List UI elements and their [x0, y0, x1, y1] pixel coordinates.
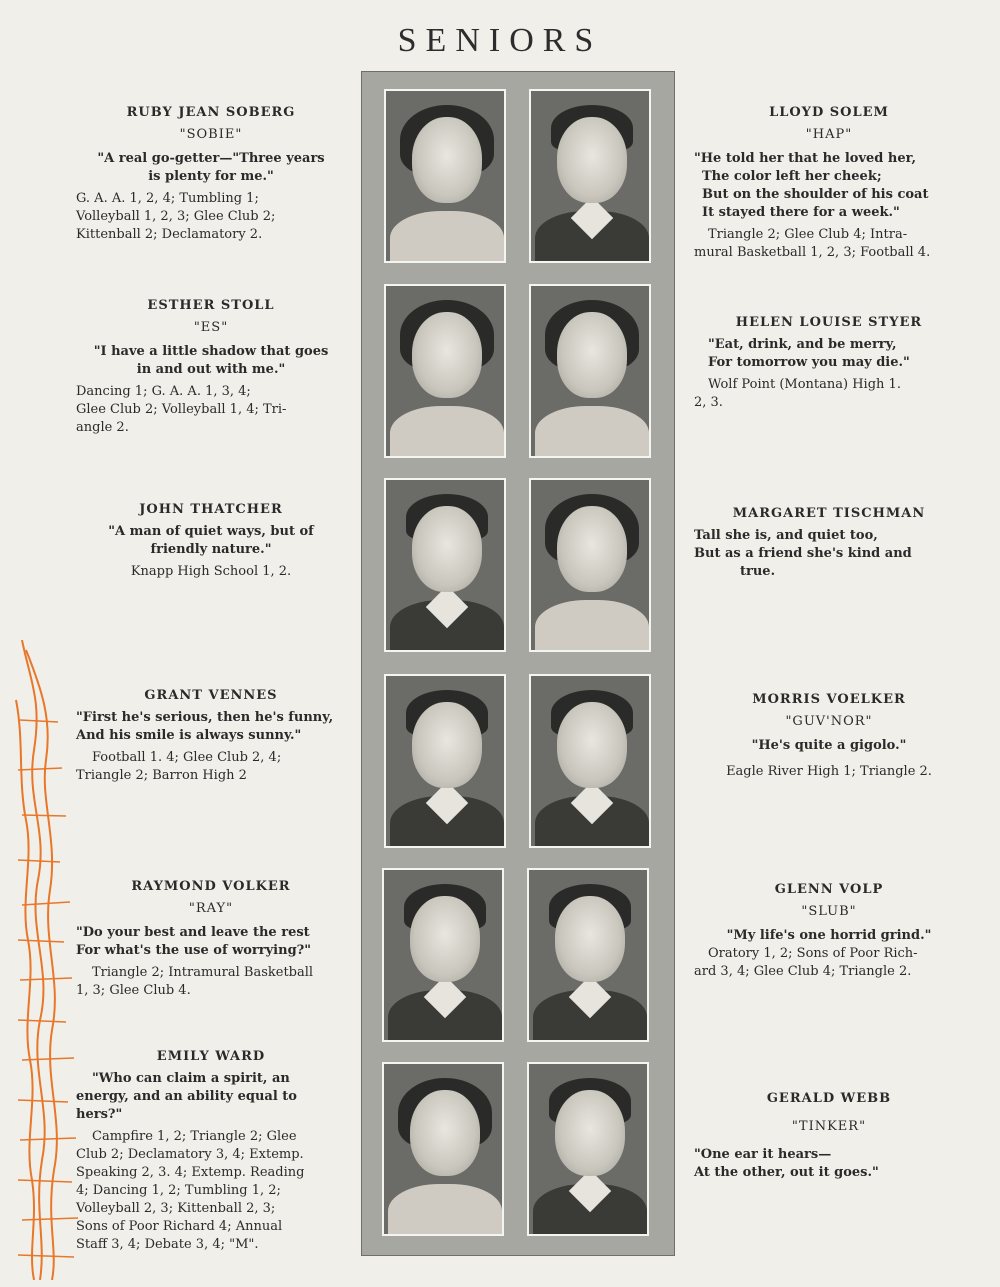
- senior-entry-soberg: [76, 104, 346, 244]
- portrait-photo: [527, 1062, 649, 1236]
- senior-quote: [76, 924, 346, 960]
- senior-quote: [76, 343, 346, 379]
- senior-name: GRANT VENNES: [144, 688, 278, 703]
- quote-line: energy, and an ability equal to: [76, 1089, 297, 1104]
- activity-line: mural Basketball 1, 2, 3; Football 4.: [694, 245, 931, 260]
- quote-line: true.: [740, 564, 776, 579]
- senior-entry-stoll: [76, 297, 346, 437]
- quote-line: "Who can claim a spirit, an: [92, 1071, 290, 1086]
- activity-line: Sons of Poor Richard 4; Annual: [76, 1219, 283, 1234]
- quote-line: At the other, out it goes.": [694, 1165, 879, 1180]
- senior-activities: [76, 964, 346, 1000]
- activity-line: Staff 3, 4; Debate 3, 4; "M".: [76, 1237, 259, 1252]
- activity-line: Oratory 1, 2; Sons of Poor Rich-: [708, 946, 918, 961]
- senior-entry-ward: [76, 1048, 346, 1254]
- quote-line: It stayed there for a week.": [702, 205, 900, 220]
- senior-entry-styer: [694, 314, 964, 412]
- senior-quote: [76, 1070, 346, 1124]
- senior-entry-solem: [694, 104, 964, 262]
- senior-activities: [76, 1128, 346, 1254]
- quote-line: The color left her cheek;: [702, 169, 882, 184]
- senior-name: RAYMOND VOLKER: [131, 879, 291, 894]
- senior-name: HELEN LOUISE STYER: [735, 315, 923, 330]
- senior-name: ESTHER STOLL: [147, 298, 275, 313]
- senior-name: GLENN VOLP: [774, 882, 884, 897]
- senior-entry-volp: [694, 881, 964, 981]
- senior-name: LLOYD SOLEM: [769, 105, 889, 120]
- quote-line: For what's the use of worrying?": [76, 943, 312, 958]
- activity-line: Campfire 1, 2; Triangle 2; Glee: [92, 1129, 297, 1144]
- senior-activities: [76, 383, 346, 437]
- portrait-photo: [382, 1062, 504, 1236]
- activity-line: angle 2.: [76, 420, 129, 435]
- portrait-photo: [382, 868, 504, 1042]
- activity-line: 4; Dancing 1, 2; Tumbling 1, 2;: [76, 1183, 281, 1198]
- portrait-photo: [529, 89, 651, 263]
- activity-line: 2, 3.: [694, 395, 723, 410]
- senior-quote: [694, 1146, 964, 1182]
- quote-line: "A real go-getter—"Three years: [97, 151, 325, 166]
- quote-line: "I have a little shadow that goes: [93, 344, 329, 359]
- quote-line: For tomorrow you may die.": [708, 355, 910, 370]
- quote-line: is plenty for me.": [148, 169, 274, 184]
- activity-line: Triangle 2; Intramural Basketball: [92, 965, 314, 980]
- activity-line: Club 2; Declamatory 3, 4; Extemp.: [76, 1147, 304, 1162]
- senior-quote: [76, 709, 346, 745]
- activity-line: G. A. A. 1, 2, 4; Tumbling 1;: [76, 191, 259, 206]
- senior-activities: [694, 226, 964, 262]
- senior-nickname: "GUV'NOR": [785, 714, 873, 729]
- activity-line: Triangle 2; Barron High 2: [76, 768, 247, 783]
- activity-line: Eagle River High 1; Triangle 2.: [726, 764, 932, 779]
- senior-activities: [76, 749, 346, 785]
- quote-line: But as a friend she's kind and: [694, 546, 912, 561]
- senior-quote: [694, 737, 964, 755]
- activity-line: Glee Club 2; Volleyball 1, 4; Tri-: [76, 402, 287, 417]
- senior-entry-volker: [76, 878, 346, 1000]
- senior-name: EMILY WARD: [156, 1049, 266, 1064]
- quote-line: "Do your best and leave the rest: [76, 925, 310, 940]
- quote-line: "One ear it hears—: [694, 1147, 832, 1162]
- senior-entry-thatcher: [76, 501, 346, 581]
- senior-name: MORRIS VOELKER: [752, 692, 906, 707]
- activity-line: Wolf Point (Montana) High 1.: [708, 377, 901, 392]
- senior-nickname: "TINKER": [791, 1119, 867, 1134]
- senior-name: RUBY JEAN SOBERG: [126, 105, 296, 120]
- photo-panel: [361, 71, 675, 1256]
- activity-line: Knapp High School 1, 2.: [130, 564, 292, 579]
- quote-line: But on the shoulder of his coat: [702, 187, 929, 202]
- quote-line: hers?": [76, 1107, 123, 1122]
- activity-line: Triangle 2; Glee Club 4; Intra-: [708, 227, 908, 242]
- senior-activities: [76, 190, 346, 244]
- portrait-photo: [529, 478, 651, 652]
- quote-line: "My life's one horrid grind.": [726, 928, 932, 943]
- quote-line: "A man of quiet ways, but of: [108, 524, 314, 539]
- activity-line: 1, 3; Glee Club 4.: [76, 983, 191, 998]
- page-title: SENIORS: [397, 22, 603, 59]
- portrait-photo: [384, 89, 506, 263]
- portrait-photo: [527, 868, 649, 1042]
- activity-line: Speaking 2, 3. 4; Extemp. Reading: [76, 1165, 305, 1180]
- senior-quote: [76, 523, 346, 559]
- activity-line: Kittenball 2; Declamatory 2.: [76, 227, 263, 242]
- senior-nickname: "RAY": [188, 901, 234, 916]
- senior-quote: [76, 150, 346, 186]
- quote-line: "First he's serious, then he's funny,: [76, 710, 334, 725]
- senior-name: MARGARET TISCHMAN: [732, 506, 926, 521]
- senior-entry-webb: [694, 1090, 964, 1182]
- senior-entry-voelker: [694, 691, 964, 781]
- quote-line: Tall she is, and quiet too,: [694, 528, 878, 543]
- senior-nickname: "SOBIE": [179, 127, 243, 142]
- senior-name: JOHN THATCHER: [139, 502, 283, 517]
- activity-line: Dancing 1; G. A. A. 1, 3, 4;: [76, 384, 251, 399]
- activity-line: Volleyball 1, 2, 3; Glee Club 2;: [76, 209, 276, 224]
- senior-name: GERALD WEBB: [766, 1091, 892, 1106]
- activity-line: Volleyball 2, 3; Kittenball 2, 3;: [76, 1201, 276, 1216]
- decorative-vine-ornament: [12, 640, 86, 1280]
- portrait-photo: [384, 674, 506, 848]
- senior-activities: [694, 945, 964, 981]
- quote-line: "He told her that he loved her,: [694, 151, 917, 166]
- senior-quote: [694, 927, 964, 945]
- activity-line: ard 3, 4; Glee Club 4; Triangle 2.: [694, 964, 912, 979]
- activity-line: Football 1. 4; Glee Club 2, 4;: [92, 750, 282, 765]
- senior-entry-vennes: [76, 687, 346, 785]
- portrait-photo: [384, 478, 506, 652]
- senior-activities: [694, 376, 964, 412]
- senior-nickname: "HAP": [805, 127, 853, 142]
- senior-entry-tischman: [694, 505, 964, 581]
- senior-activities: [76, 563, 346, 581]
- senior-nickname: "SLUB": [801, 904, 857, 919]
- portrait-photo: [529, 674, 651, 848]
- quote-line: "He's quite a gigolo.": [751, 738, 907, 753]
- quote-line: in and out with me.": [136, 362, 286, 377]
- senior-quote: [694, 527, 964, 581]
- quote-line: friendly nature.": [150, 542, 272, 557]
- portrait-photo: [529, 284, 651, 458]
- senior-quote: [694, 150, 964, 222]
- quote-line: "Eat, drink, and be merry,: [708, 337, 897, 352]
- senior-quote: [694, 336, 964, 372]
- portrait-photo: [384, 284, 506, 458]
- quote-line: And his smile is always sunny.": [76, 728, 302, 743]
- senior-nickname: "ES": [193, 320, 229, 335]
- senior-activities: [694, 763, 964, 781]
